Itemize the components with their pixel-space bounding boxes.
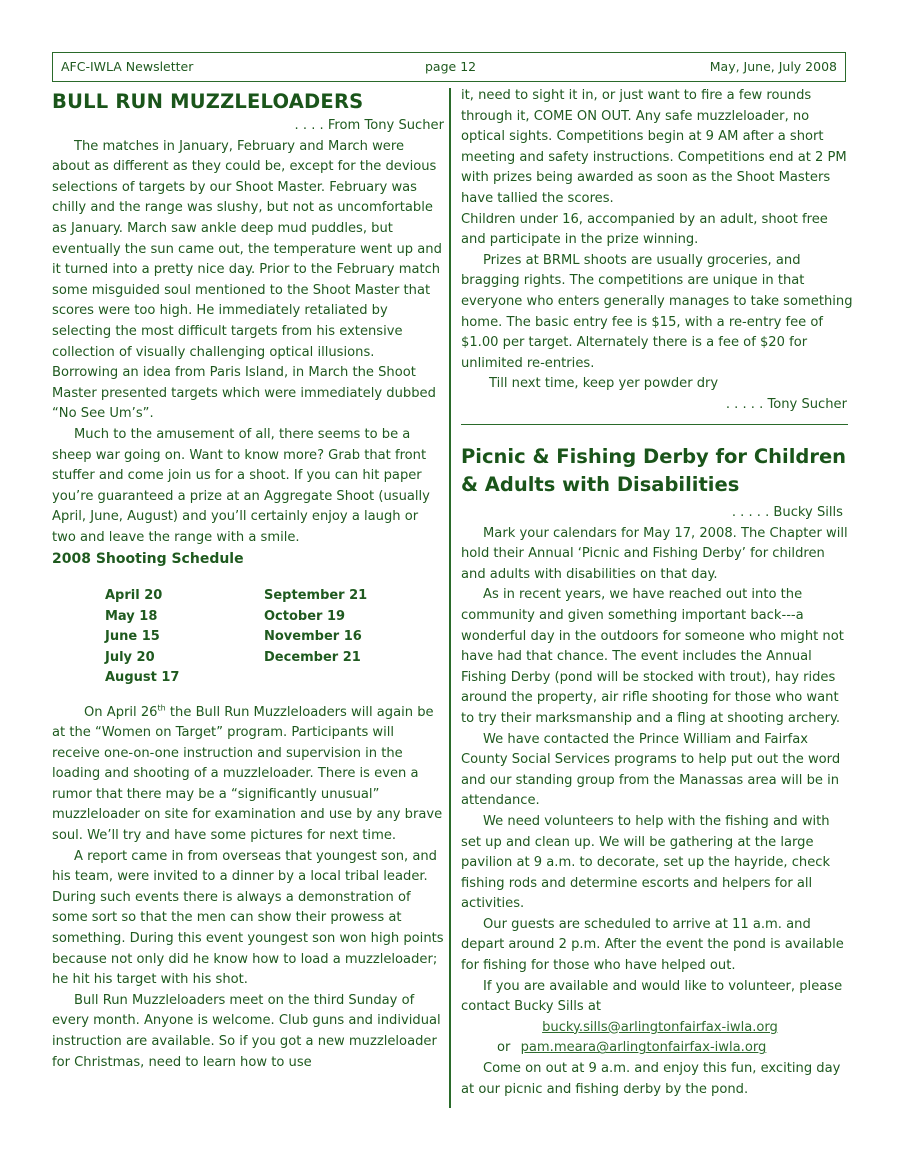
article-paragraph: Prizes at BRML shoots are usually groceries, and bragging rights. The competitions are unique in that everyone who enters generally manages to take something home. The basic entry fee is $15, with a re-entry fee of $1.00 per target. Alternately there is a fee of $20 for unlimited re-entries. <box>461 252 853 371</box>
schedule-date: September 21 <box>264 588 368 604</box>
article-title-picnic: Picnic & Fishing Derby for Children & Adults with Disabilities <box>461 445 847 496</box>
schedule-date: November 16 <box>264 629 362 645</box>
article-paragraph: Children under 16, accompanied by an adult, shoot free and participate in the prize winning. <box>461 211 828 248</box>
article-paragraph: Our guests are scheduled to arrive at 11 a.m. and depart around 2 p.m. After the event the pond is available for fishing for those who have helped out. <box>461 916 844 974</box>
issue-date: May, June, July 2008 <box>709 59 837 74</box>
schedule-date: May 18 <box>105 608 158 624</box>
article-byline: . . . . From Tony Sucher <box>294 118 444 133</box>
schedule-date: July 20 <box>105 649 155 665</box>
shooting-schedule <box>105 586 444 688</box>
article-paragraph: Much to the amusement of all, there seems to be a sheep war going on. Want to know more? Grab that front stuffer and come join us for a shoot. If you can hit paper you’re guaranteed a prize at an Aggregate Shoot (usually April, June, August) and you’ll certainly enjoy a laugh or two and leave the range with a smile. <box>52 426 430 545</box>
email-line <box>461 1038 853 1059</box>
article-paragraph: Come on out at 9 a.m. and enjoy this fun, exciting day at our picnic and fishing derby by the pond. <box>461 1061 841 1097</box>
left-column <box>52 88 444 1073</box>
article-paragraph: If you are available and would like to volunteer, please contact Bucky Sills at <box>461 978 843 1015</box>
page-number: page 12 <box>425 59 477 74</box>
article-paragraph: We need volunteers to help with the fishing and with set up and clean up. We will be gathering at the large pavilion at 9 a.m. to decorate, set up the hayride, check fishing rods and determine escorts and helpers for all activities. <box>461 813 831 912</box>
article-paragraph: As in recent years, we have reached out into the community and given something important back---a wonderful day in the outdoors for someone who might not have had that chance. The event includes the Annual Fishing Derby (pond will be stocked with trout), hay rides around the property, air rifle shooting for those who want to try their marksmanship and a fling at shooting archery. <box>461 587 844 726</box>
article-paragraph: Mark your calendars for May 17, 2008. The Chapter will hold their Annual ‘Picnic and Fishing Derby’ for children and adults with disabilities on that day. <box>461 525 848 582</box>
article-paragraph: We have contacted the Prince William and Fairfax County Social Services programs to help put out the word and our standing group from the Manassas area will be in attendance. <box>461 731 841 809</box>
article-paragraph: Till next time, keep yer powder dry <box>489 376 719 392</box>
article-paragraph: The matches in January, February and March were about as different as they could be, except for the devious selections of targets by our Shoot Master. February was chilly and the range was slushy, but not as uncomfortable as January. March saw ankle deep mud puddles, but eventually the sun came out, the temperature went up and it turned into a pretty nice day. Prior to the February match some misguided soul mentioned to the Shoot Master that scores were too high. He immediately retaliated by selecting the most difficult targets from his extensive collection of visually challenging optical illusions. Borrowing an idea from Paris Island, in March the Shoot Master presented targets which were immediately dubbed “No See Um’s”. <box>52 138 442 422</box>
newsletter-name: AFC-IWLA Newsletter <box>61 59 194 74</box>
article-signoff: . . . . . Tony Sucher <box>725 396 847 412</box>
newsletter-header <box>52 52 846 82</box>
schedule-date: October 19 <box>264 608 346 624</box>
schedule-date: December 21 <box>264 649 361 665</box>
column-divider <box>449 88 451 1108</box>
section-rule <box>461 424 848 426</box>
article-paragraph-continued: it, need to sight it in, or just want to fire a few rounds through it, COME ON OUT. Any safe muzzleloader, no optical sights. Competitions begin at 9 AM after a short meeting and safety instructions. Competitions end at 2 PM with prizes being awarded as soon as the Shoot Masters have tallied the scores. <box>461 88 847 206</box>
email-link-pam[interactable]: pam.meara@arlingtonfairfax-iwla.org <box>520 1040 767 1056</box>
paragraph-text: the Bull Run Muzzleloaders will again be at the “Women on Target” program. Participants will receive one-on-one instruction and supervision in the loading and shooting of a muzzleloader. There is even a rumor that there may be a “significantly unusual” muzzleloader on site for examination and use by any brave soul. We’ll try and have some pictures for next time. <box>52 704 443 844</box>
ordinal-suffix: th <box>157 703 166 713</box>
or-text: or <box>497 1040 511 1056</box>
email-link-bucky[interactable]: bucky.sills@arlingtonfairfax-iwla.org <box>542 1019 778 1035</box>
article-paragraph: A report came in from overseas that youngest son, and his team, were invited to a dinner by a local tribal leader. During such events there is always a demonstration of some sort so that the men can show their prowess at something. During this event youngest son won high points because not only did he know how to load a muzzleloader; he hit his target with his shot. <box>52 848 444 988</box>
article-byline: . . . . . Bucky Sills <box>731 505 843 520</box>
paragraph-text: On April 26 <box>84 704 158 720</box>
schedule-date: April 20 <box>105 588 163 604</box>
schedule-date: August 17 <box>105 670 180 686</box>
schedule-date <box>264 668 424 688</box>
article-paragraph: Bull Run Muzzleloaders meet on the third Sunday of every month. Anyone is welcome. Club guns and individual instruction are available. So if you got a new muzzleloader for Christmas, need to learn how to use <box>52 992 441 1070</box>
schedule-date: June 15 <box>105 629 160 645</box>
email-line <box>461 1018 853 1039</box>
article-title-muzzleloaders: BULL RUN MUZZLELOADERS <box>52 90 364 113</box>
article-paragraph <box>52 703 444 847</box>
schedule-title: 2008 Shooting Schedule <box>52 551 244 568</box>
right-column <box>461 88 853 1100</box>
